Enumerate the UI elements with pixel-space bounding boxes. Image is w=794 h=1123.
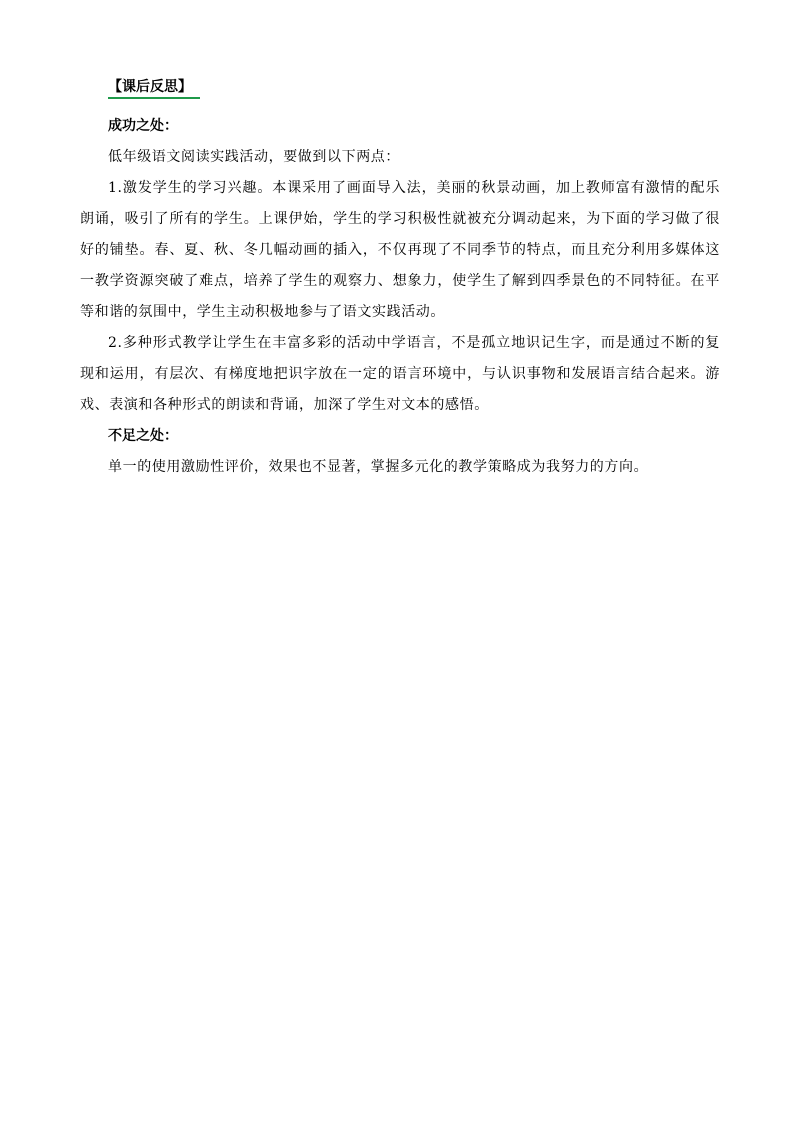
document-body <box>80 76 720 483</box>
success-heading: 成功之处： <box>108 118 178 134</box>
intro-paragraph: 低年级语文阅读实践活动，要做到以下两点： <box>108 149 400 165</box>
shortcoming-paragraph: 单一的使用激励性评价，效果也不显著，掌握多元化的教学策略成为我努力的方向。 <box>108 459 649 475</box>
shortcoming-heading: 不足之处： <box>108 428 178 444</box>
point-2-paragraph: 2.多种形式教学让学生在丰富多彩的活动中学语言，不是孤立地识记生字，而是通过不断的复现和运用，有层次、有梯度地把识字放在一定的语言环境中，与认识事物和发展语言结合起来。游戏、表演和各种形式的朗读和背诵，加深了学生对文本的感悟。 <box>80 335 720 413</box>
point-1-paragraph: 1.激发学生的学习兴趣。本课采用了画面导入法，美丽的秋景动画，加上教师富有激情的配乐朗诵，吸引了所有的学生。上课伊始，学生的学习积极性就被充分调动起来，为下面的学习做了很好的铺垫。春、夏、秋、冬几幅动画的插入，不仅再现了不同季节的特点，而且充分利用多媒体这一教学资源突破了难点，培养了学生的观察力、想象力，使学生了解到四季景色的不同特征。在平等和谐的氛围中，学生主动积极地参与了语文实践活动。 <box>80 180 720 320</box>
section-title-reflection: 【课后反思】 <box>108 77 200 99</box>
